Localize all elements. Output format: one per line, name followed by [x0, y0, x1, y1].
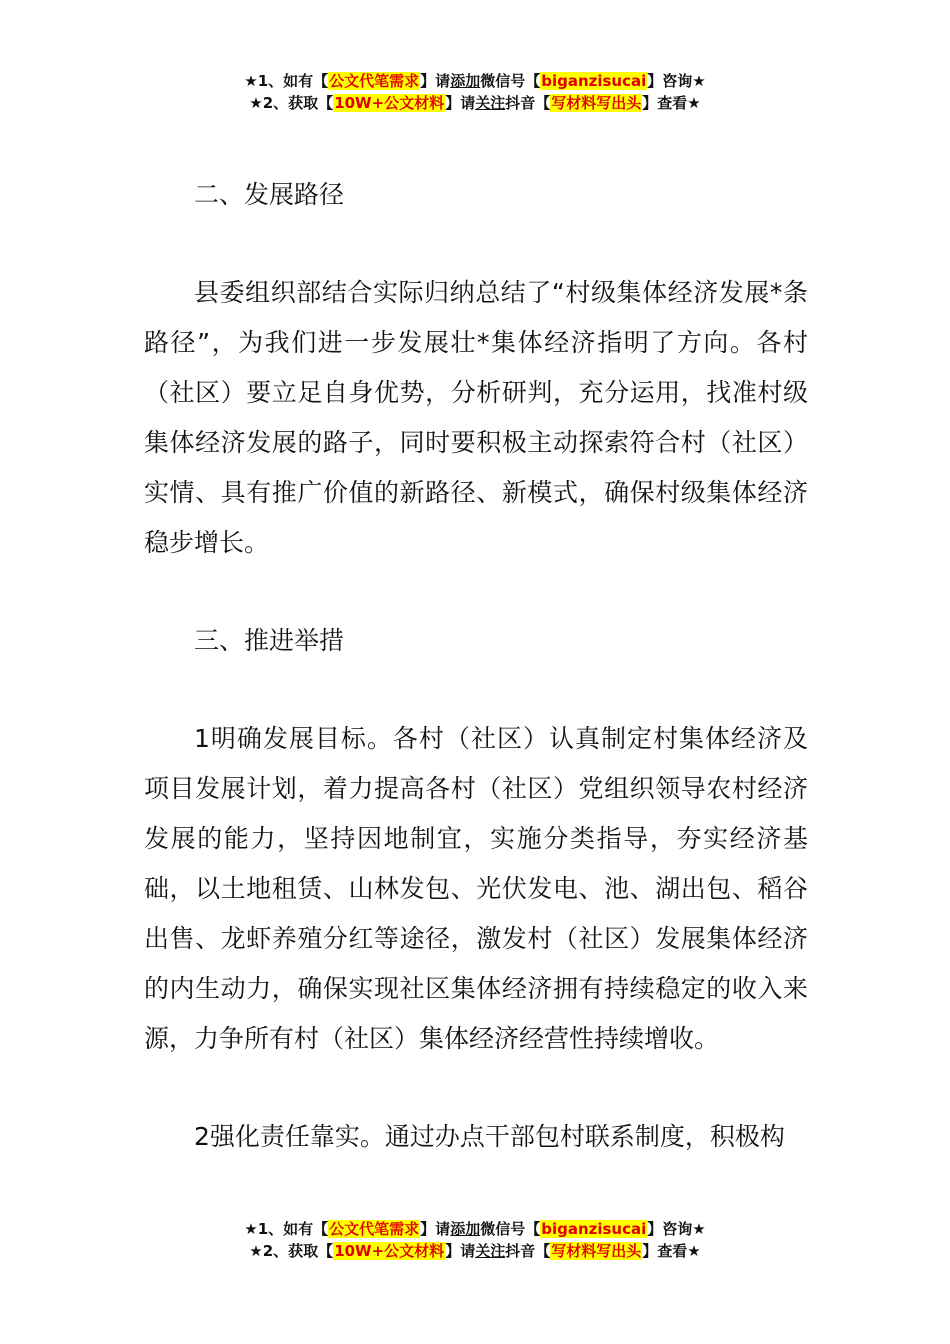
footer-line-2-prefix: ★2、获取【 — [249, 1242, 334, 1260]
banner-line-2-highlight-materials: 10W+公文材料 — [334, 94, 445, 112]
footer-banner-line-2 — [0, 1240, 950, 1262]
footer-line-1-highlight-service: 公文代笔需求 — [329, 1220, 420, 1238]
banner-line-2-suffix: 】查看★ — [642, 94, 701, 112]
footer-line-2-suffix: 】查看★ — [642, 1242, 701, 1260]
banner-line-1-suffix: 】咨询★ — [647, 72, 706, 90]
banner-line-2-highlight-douyin: 写材料写出头 — [551, 94, 642, 112]
banner-line-1-mid: 】请 — [420, 72, 451, 90]
footer-banner — [0, 1218, 950, 1262]
banner-line-1-mid2: 微信号【 — [480, 72, 541, 90]
footer-line-2-underlined: 关注 — [475, 1242, 506, 1260]
paragraph-measure-2: 2强化责任靠实。通过办点干部包村联系制度，积极构 — [194, 1122, 785, 1151]
footer-line-1-suffix: 】咨询★ — [647, 1220, 706, 1238]
footer-line-1-highlight-wechat: biganzisucai — [541, 1220, 647, 1238]
banner-line-1 — [0, 70, 950, 92]
footer-line-2-mid2: 抖音【 — [505, 1242, 551, 1260]
footer-banner-line-1 — [0, 1218, 950, 1240]
header-banner — [0, 70, 950, 114]
section-heading-measures: 三、推进举措 — [194, 626, 345, 655]
banner-line-1-highlight-wechat: biganzisucai — [541, 72, 647, 90]
banner-line-2 — [0, 92, 950, 114]
banner-line-2-prefix: ★2、获取【 — [249, 94, 334, 112]
paragraph-measure-1: 1明确发展目标。各村（社区）认真制定村集体经济及项目发展计划，着力提高各村（社区）党组织领导农村经济发展的能力，坚持因地制宜，实施分类指导，夯实经济基础，以土地租赁、山林发包、光伏发电、池、湖出包、稻谷出售、龙虾养殖分红等途径，激发村（社区）发展集体经济的内生动力，确保实现社区集体经济拥有持续稳定的收入来源，力争所有村（社区）集体经济经营性持续增收。 — [144, 724, 808, 1053]
footer-line-1-mid2: 微信号【 — [480, 1220, 541, 1238]
footer-line-1-prefix: ★1、如有【 — [244, 1220, 329, 1238]
footer-line-2-mid: 】请 — [445, 1242, 476, 1260]
banner-line-1-prefix: ★1、如有【 — [244, 72, 329, 90]
banner-line-2-mid2: 抖音【 — [505, 94, 551, 112]
banner-line-2-mid: 】请 — [445, 94, 476, 112]
banner-line-1-highlight-service: 公文代笔需求 — [329, 72, 420, 90]
section-heading-development-path: 二、发展路径 — [194, 180, 345, 209]
banner-line-1-underlined: 添加 — [450, 72, 481, 90]
footer-line-2-highlight-materials: 10W+公文材料 — [334, 1242, 445, 1260]
paragraph-development-path: 县委组织部结合实际归纳总结了“村级集体经济发展*条路径”，为我们进一步发展壮*集体经济指明了方向。各村（社区）要立足自身优势，分析研判，充分运用，找准村级集体经济发展的路子，同时要积极主动探索符合村（社区）实情、具有推广价值的新路径、新模式，确保村级集体经济稳步增长。 — [144, 278, 808, 557]
banner-line-2-underlined: 关注 — [475, 94, 506, 112]
footer-line-2-highlight-douyin: 写材料写出头 — [551, 1242, 642, 1260]
footer-line-1-underlined: 添加 — [450, 1220, 481, 1238]
document-body — [144, 170, 808, 1162]
footer-line-1-mid: 】请 — [420, 1220, 451, 1238]
